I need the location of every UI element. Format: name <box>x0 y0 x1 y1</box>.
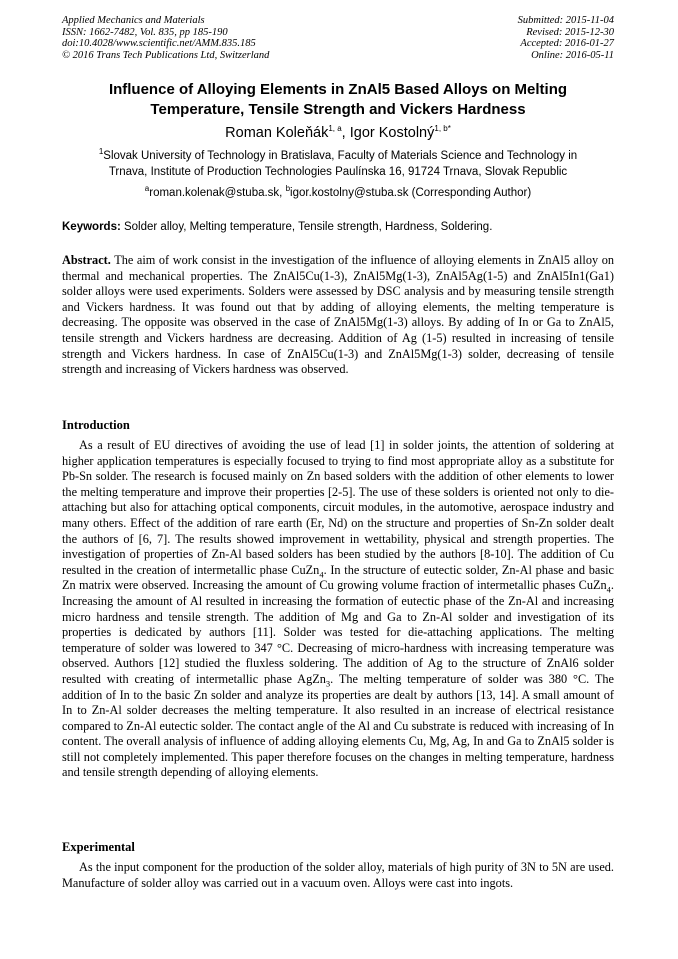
journal-doi: doi:10.4028/www.scientific.net/AMM.835.185 <box>62 38 256 49</box>
submission-dates <box>518 15 614 61</box>
affiliation-marker: 1 <box>98 147 104 157</box>
abstract-text: The aim of work consist in the investigation of the influence of alloying elements in ZnAl5 alloy on thermal and mechanical properties. The ZnAl5Cu(1-3), ZnAl5Mg(1-3), ZnAl5Ag(1-5) and ZnAl5In1(Ga1) solder alloys were used experiments. Solders were assessed by DSC analysis and by measuring tensile strength and Vickers hardness. It was found out that by adding of alloying elements, the melting temperature is decreasing. The opposite was observed in the case of ZnAl5Mg(1-3) alloys. By adding of In or Ga to ZnAl5, tensile strength and Vickers hardness are decreasing. Addition of Ag (1-5) resulted in increasing of tensile strength and Vickers hardness. In case of ZnAl5Cu(1-3) and ZnAl5Mg(1-3) solder, decreasing of tensile strength and increasing of Vickers hardness was observed. <box>62 253 614 377</box>
journal-info <box>62 15 269 61</box>
author-2-marker: 1, b* <box>434 124 451 134</box>
subscript: 3 <box>325 678 331 689</box>
author-separator: , <box>341 125 350 141</box>
keywords-text: Solder alloy, Melting temperature, Tensile strength, Hardness, Soldering. <box>120 221 493 233</box>
subscript: 4 <box>319 569 324 580</box>
journal-issn: ISSN: 1662-7482, Vol. 835, pp 185-190 <box>62 26 228 38</box>
email-1[interactable]: roman.kolenak@stuba.sk, <box>149 187 286 199</box>
journal-copyright: © 2016 Trans Tech Publications Ltd, Switzerland <box>62 49 270 61</box>
email-2[interactable]: igor.kostolny@stuba.sk (Corresponding Author) <box>290 187 532 199</box>
affiliation-line-1: $^1$Slovak University of Technology in Bratislava, Faculty of Materials Science and Technology in <box>98 147 578 162</box>
date-online: Online: 2016-05-11 <box>531 49 614 61</box>
affiliation <box>62 148 614 180</box>
date-submitted: Submitted: 2015-11-04 <box>517 15 614 26</box>
experimental-paragraph: As the input component for the production of the solder alloy, materials of high purity of 3N to 5N are used. Manufacture of solder alloy was carried out in a vacuum oven. Alloys were cast into ingots. <box>62 860 614 890</box>
author-1-name: Roman Koleňák <box>225 125 329 141</box>
keywords-label: Keywords: <box>62 221 121 233</box>
date-accepted: Accepted: 2016-01-27 <box>520 38 614 49</box>
subscript: 4 <box>606 584 611 595</box>
title-line-2: Temperature, Tensile Strength and Vickers Hardness <box>150 101 526 118</box>
author-1-marker: 1, a <box>328 124 342 134</box>
journal-name: Applied Mechanics and Materials <box>62 15 205 26</box>
experimental-heading: Experimental <box>62 840 135 854</box>
abstract <box>62 253 614 378</box>
date-revised: Revised: 2015-12-30 <box>526 26 614 38</box>
keywords <box>62 219 614 235</box>
email-1-marker: a <box>144 184 150 194</box>
email-2-marker: b <box>285 184 291 194</box>
author-2-name: Igor Kostolný <box>349 125 435 141</box>
affiliation-line-2: Trnava, Institute of Production Technologies Paulínska 16, 91724 Trnava, Slovak Republic <box>108 166 568 178</box>
introduction-paragraph: As a result of EU directives of avoiding the use of lead [1] in solder joints, the attention of soldering at higher application temperatures is especially focused to trying to find most appropriate alloy as a substitute for Pb-Sn solder. The research is focused mainly on Zn based solders with the addition of other elements to lower the melting temperature and improve their properties [2-5]. The use of these solders is oriented not only to die-attaching but also for attaching optical components, circuit modules, in the automotive, aerospace industry and many others. Effect of the addition of rare earth (Er, Nd) on the structure and properties of Sn-Zn solder dealt the authors of [6, 7]. The results showed improvement in wettability, physical and strength properties. The investigation of properties of Zn-Al based solders has been studied by the authors [8-10]. The addition of Cu resulted in the creation of intermetallic phase CuZn$_4$. In the structure of eutectic solder, Zn-Al phase and basic Zn matrix were observed. Increasing the amount of Cu growing volume fraction of intermetallic phases CuZn$_4$. Increasing the amount of Al resulted in increasing the formation of eutectic phase of the Zn-Al and increasing micro hardness and tensile strength. The addition of Mg and Ga to Zn-Al solder and investigation of its properties is dedicated by authors [11]. Solder was tested for die-attaching applications. The melting temperature of solder was lowered to 347 °C. Decreasing of micro-hardness with increasing temperature was observed. Authors [12] studied the fluxless soldering. The addition of Ag to the structure of ZnAl6 solder resulted with creating of intermetallic phase AgZn$_3$. The melting temperature of solder was 380 °C. The addition of In to the basic Zn solder and analyze its properties are dealt by authors [13, 14]. A small amount of In to Zn-Al solder decreases the melting temperature. It also resulted in an increase of electrical resistance compared to Zn-Al eutectic solder. The contact angle of the Al and Cu substrate is reduced with increasing of In content. The overall analysis of influence of adding alloying elements Cu, Mg, Ag, In and Ga to ZnAl5 solder is still not completely implemented. This paper therefore focuses on the changes in melting temperature, hardness and tensile strength depending of alloying elements. <box>62 438 614 780</box>
author-emails <box>62 185 614 201</box>
introduction-heading: Introduction <box>62 418 130 432</box>
paper-title <box>62 80 614 120</box>
author-list <box>62 124 614 142</box>
title-line-1: Influence of Alloying Elements in ZnAl5 Based Alloys on Melting <box>108 81 568 98</box>
abstract-label: Abstract. <box>62 253 111 267</box>
